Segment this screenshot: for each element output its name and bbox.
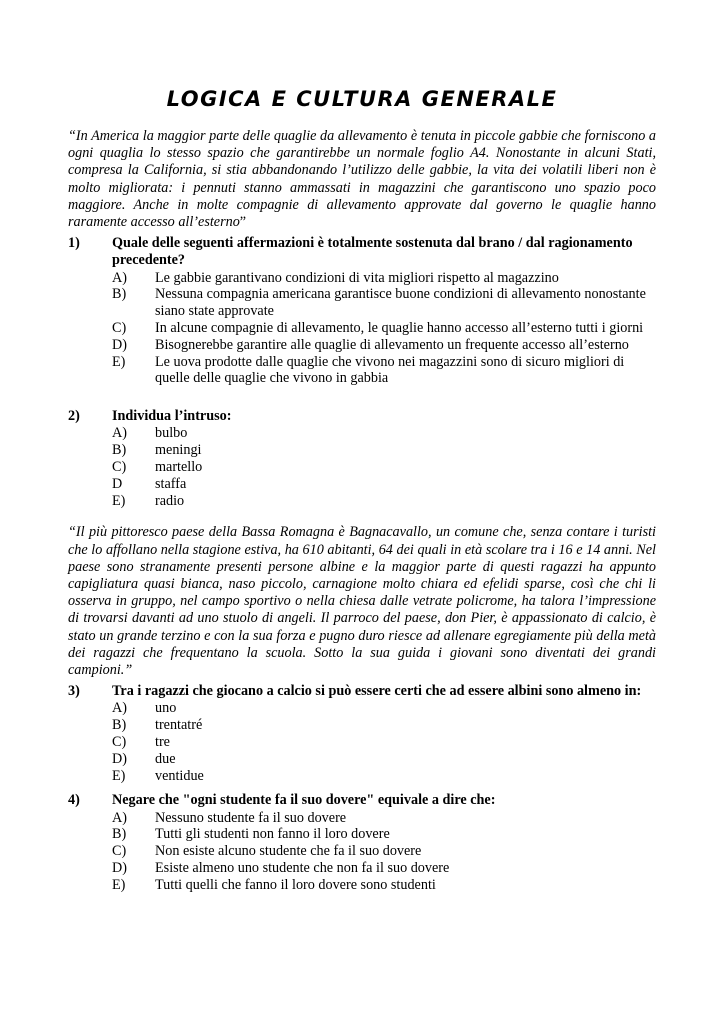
option-letter: B) bbox=[112, 826, 127, 843]
option-text: Le uova prodotte dalle quaglie che vivono nei magazzini sono di sicuro migliori di quelle delle quaglie che vivono in gabbia bbox=[155, 353, 625, 387]
option-text: tre bbox=[155, 734, 170, 751]
question-2-header bbox=[68, 408, 656, 425]
option-b bbox=[112, 286, 656, 320]
question-text: Quale delle seguenti affermazioni è totalmente sostenuta dal brano / dal ragionamento precedente? bbox=[112, 235, 633, 269]
option-text: Esiste almeno uno studente che non fa il suo dovere bbox=[155, 860, 450, 876]
option-c bbox=[112, 459, 656, 476]
option-text: meningi bbox=[155, 442, 202, 459]
option-c bbox=[112, 320, 656, 337]
question-number: 1) bbox=[68, 235, 80, 252]
question-3 bbox=[68, 683, 656, 784]
option-e bbox=[112, 877, 656, 894]
question-text: Negare che "ogni studente fa il suo dovere" equivale a dire che: bbox=[112, 792, 496, 809]
option-letter: D) bbox=[112, 750, 127, 767]
option-letter: B) bbox=[112, 286, 127, 303]
option-text: Non esiste alcuno studente che fa il suo dovere bbox=[155, 843, 422, 860]
option-letter: B) bbox=[112, 442, 127, 459]
spacer bbox=[68, 509, 656, 524]
option-letter: D bbox=[112, 475, 123, 492]
question-3-options bbox=[112, 700, 656, 784]
option-e bbox=[112, 354, 656, 388]
question-1-options bbox=[112, 270, 656, 388]
option-letter: E) bbox=[112, 767, 126, 784]
option-letter: E) bbox=[112, 876, 126, 893]
option-text: Le gabbie garantivano condizioni di vita migliori rispetto al magazzino bbox=[155, 269, 559, 286]
spacer bbox=[68, 387, 656, 404]
question-number: 4) bbox=[68, 792, 80, 809]
option-letter: A) bbox=[112, 425, 127, 442]
option-letter: C) bbox=[112, 734, 127, 751]
question-4-header bbox=[68, 792, 656, 809]
option-text: ventidue bbox=[155, 767, 204, 784]
option-a bbox=[112, 700, 656, 717]
option-letter: E) bbox=[112, 492, 126, 509]
option-letter: A) bbox=[112, 700, 127, 717]
question-number: 2) bbox=[68, 408, 80, 425]
option-letter: A) bbox=[112, 809, 127, 826]
question-number: 3) bbox=[68, 683, 80, 700]
page-title: LOGICA E CULTURA GENERALE bbox=[166, 87, 558, 111]
option-letter: D) bbox=[112, 860, 127, 876]
option-e bbox=[112, 493, 656, 510]
option-c bbox=[112, 843, 656, 860]
option-d bbox=[112, 476, 656, 493]
option-d bbox=[112, 751, 656, 768]
question-2-options bbox=[112, 425, 656, 509]
option-letter: D) bbox=[112, 336, 127, 353]
option-text: In alcune compagnie di allevamento, le quaglie hanno accesso all’esterno tutti i giorni bbox=[155, 320, 644, 337]
option-a bbox=[112, 270, 656, 287]
option-b bbox=[112, 717, 656, 734]
option-text: Nessuno studente fa il suo dovere bbox=[155, 809, 347, 826]
document-page bbox=[68, 84, 656, 894]
question-4 bbox=[68, 792, 656, 893]
option-text: Tutti gli studenti non fanno il loro dovere bbox=[155, 826, 390, 843]
option-text: trentatré bbox=[155, 717, 203, 734]
option-a bbox=[112, 810, 656, 827]
option-letter: C) bbox=[112, 320, 127, 337]
passage-bagnacavallo: “Il più pittoresco paese della Bassa Romagna è Bagnacavallo, un comune che, senza contare i turisti che lo affollano nella stagione estiva, ha 610 abitanti, 64 dei quali in età scolare tra i 16 e 14 anni. Nel paese sono stranamente presenti persone albine e la maggior parte di questi ragazzi ha appunto capigliatura quasi bianca, naso piccolo, carnagione molto chiara ed efelidi sparse, così che chi li osserva in gruppo, nel campo sportivo o nella chiesa dalle vetrate policrome, ha talora l’impressione di trovarsi davanti ad uno stuolo di angeli. Il parroco del paese, don Pier, è appassionato di calcio, è stato un grande terzino e con la sua forza e pugno duro riesce ad allenare egregiamente più della metà dei ragazzi che frequentano la scuola. Sotto la sua guida i giovani sono diventati dei grandi campioni.” bbox=[68, 524, 656, 679]
option-text: Tutti quelli che fanno il loro dovere sono studenti bbox=[155, 876, 436, 893]
passage-quails bbox=[68, 128, 656, 231]
option-c bbox=[112, 734, 656, 751]
question-3-header bbox=[68, 683, 656, 700]
option-d bbox=[112, 337, 656, 354]
option-text: uno bbox=[155, 700, 177, 717]
option-b bbox=[112, 442, 656, 459]
option-d bbox=[112, 860, 656, 877]
option-b bbox=[112, 826, 656, 843]
option-a bbox=[112, 425, 656, 442]
option-text: bulbo bbox=[155, 425, 188, 442]
option-text: radio bbox=[155, 492, 185, 509]
passage-quails-text: “In America la maggior parte delle quaglie da allevamento è tenuta in piccole gabbie che forniscono a ogni quaglia lo stesso spazio che garantirebbe un normale foglio A4. Nonostante in alcuni Stati, compresa la California, si stia abbandonando l’utilizzo delle gabbie, la vita dei volatili liberi non è molto migliorata: i pennuti stanno ammassati in magazzini che garantiscono uno spazio poco maggiore. Anche in molte compagnie di allevamento approvate dal governo le quaglie hanno raramente accesso all’esterno bbox=[68, 128, 656, 231]
passage-quails-close-quote: ” bbox=[239, 214, 247, 231]
option-text: Nessuna compagnia americana garantisce buone condizioni di allevamento nonostante siano state approvate bbox=[155, 286, 646, 320]
option-letter: C) bbox=[112, 843, 127, 860]
option-e bbox=[112, 768, 656, 785]
option-text: martello bbox=[155, 459, 203, 475]
question-2 bbox=[68, 408, 656, 509]
option-text: due bbox=[155, 750, 176, 767]
option-letter: A) bbox=[112, 269, 127, 286]
question-1-header bbox=[68, 235, 656, 269]
option-letter: B) bbox=[112, 717, 127, 734]
option-letter: C) bbox=[112, 459, 127, 475]
option-letter: E) bbox=[112, 353, 126, 370]
question-text: Individua l’intruso: bbox=[112, 408, 232, 425]
question-1 bbox=[68, 235, 656, 387]
option-text: staffa bbox=[155, 475, 187, 492]
option-text: Bisognerebbe garantire alle quaglie di allevamento un frequente accesso all’esterno bbox=[155, 336, 629, 353]
question-4-options bbox=[112, 810, 656, 894]
question-text: Tra i ragazzi che giocano a calcio si può essere certi che ad essere albini sono almeno in: bbox=[112, 683, 642, 700]
